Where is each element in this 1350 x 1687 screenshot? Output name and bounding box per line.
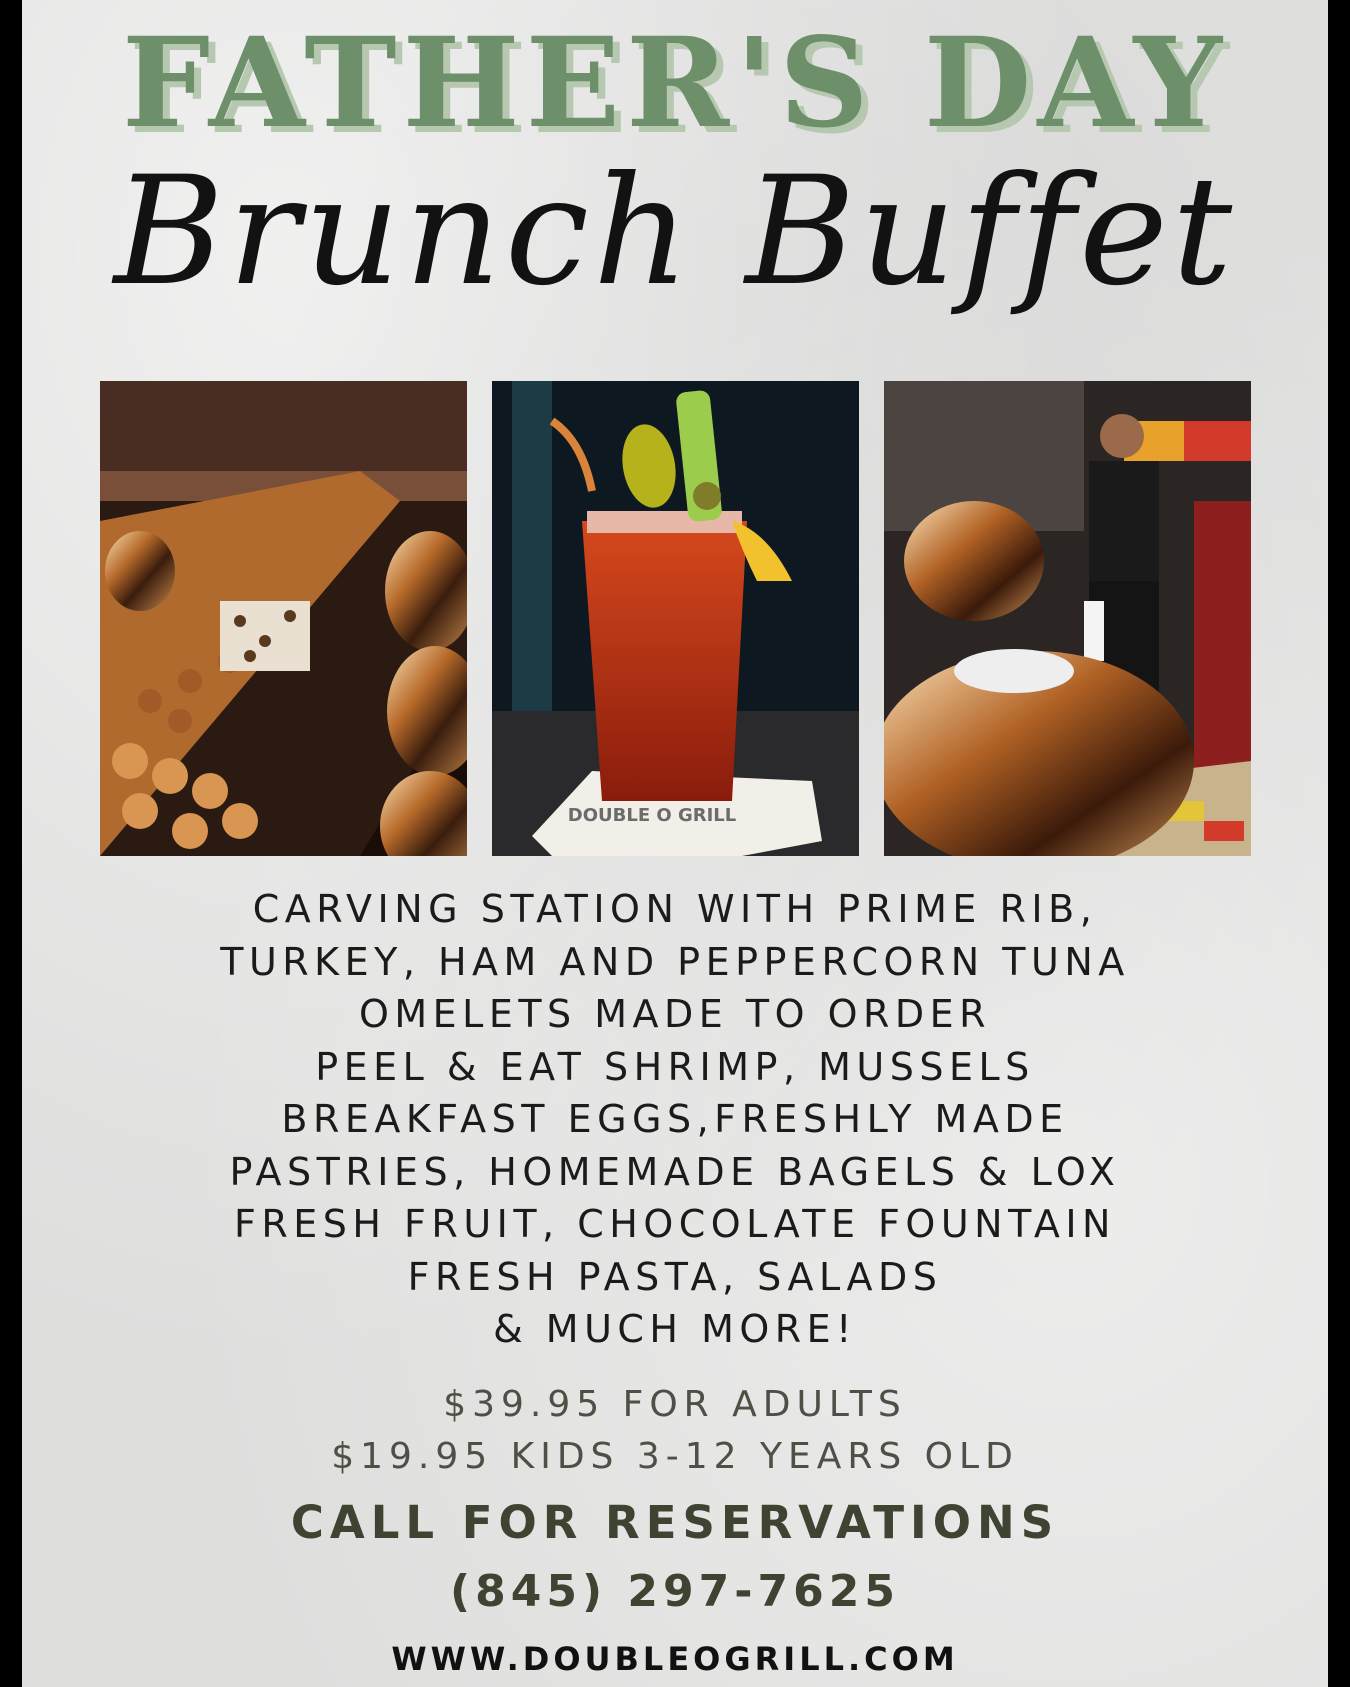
title-brunch-buffet: Brunch Buffet (113, 145, 1237, 319)
phone-number[interactable]: (845) 297-7625 (450, 1566, 900, 1617)
menu-line: FRESH FRUIT, CHOCOLATE FOUNTAIN (234, 1202, 1116, 1246)
photo-strip (100, 381, 1273, 856)
buffet-trays-photo (100, 381, 467, 856)
menu-line: FRESH PASTA, SALADS (407, 1254, 943, 1299)
menu-line: BREAKFAST EGGS,FRESHLY MADE (281, 1097, 1069, 1141)
call-for-reservations: CALL FOR RESERVATIONS (290, 1496, 1060, 1549)
website-link[interactable]: WWW.DOUBLEOGRILL.COM (391, 1640, 959, 1678)
napkin-logo-text: DOUBLE O GRILL (567, 805, 737, 826)
chef-buffet-photo (884, 381, 1251, 856)
menu-line: CARVING STATION WITH PRIME RIB, (252, 887, 1098, 931)
menu-list (22, 883, 1328, 1356)
menu-line: PEEL & EAT SHRIMP, MUSSELS (315, 1044, 1035, 1089)
price-kids: $19.95 KIDS 3-12 YEARS OLD (331, 1436, 1019, 1477)
menu-line: & MUCH MORE! (493, 1307, 857, 1351)
poster (22, 0, 1328, 1687)
menu-line: PASTRIES, HOMEMADE BAGELS & LOX (229, 1149, 1121, 1194)
title-fathers-day: FATHER'S DAY (122, 11, 1228, 156)
price-adults: $39.95 FOR ADULTS (443, 1384, 907, 1425)
menu-line: OMELETS MADE TO ORDER (358, 992, 992, 1036)
bloody-mary-photo (492, 381, 859, 856)
menu-line: TURKEY, HAM AND PEPPERCORN TUNA (220, 939, 1130, 984)
price-list (22, 1379, 1328, 1483)
